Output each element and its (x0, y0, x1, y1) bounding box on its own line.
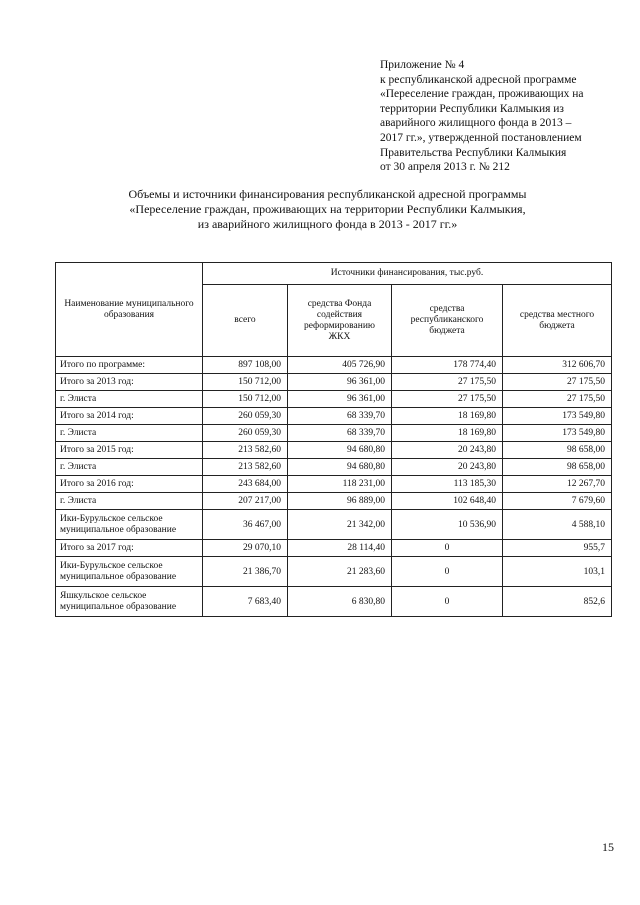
table-row (56, 374, 612, 391)
table-row (56, 459, 612, 476)
appendix-note (380, 58, 625, 175)
table-row (56, 557, 612, 587)
cell-name: Ики-Бурульское сельское муниципальное образование (56, 510, 203, 540)
cell-fund: 21 283,60 (288, 557, 392, 587)
cell-local: 312 606,70 (503, 357, 612, 374)
cell-local: 955,7 (503, 540, 612, 557)
cell-total: 897 108,00 (203, 357, 288, 374)
appendix-line: территории Республики Калмыкия из (380, 102, 564, 115)
cell-fund: 405 726,90 (288, 357, 392, 374)
header-fund: средства Фонда содействия реформированию ЖКХ (288, 285, 392, 357)
appendix-line: 2017 гг.», утвержденной постановлением (380, 131, 582, 144)
cell-fund: 21 342,00 (288, 510, 392, 540)
appendix-line: от 30 апреля 2013 г. № 212 (380, 161, 510, 174)
cell-fund: 68 339,70 (288, 425, 392, 442)
cell-fund: 94 680,80 (288, 442, 392, 459)
cell-republic: 20 243,80 (392, 459, 503, 476)
cell-local: 173 549,80 (503, 425, 612, 442)
cell-total: 21 386,70 (203, 557, 288, 587)
cell-name: г. Элиста (56, 459, 203, 476)
cell-name: Яшкульское сельское муниципальное образование (56, 587, 203, 617)
cell-total: 29 070,10 (203, 540, 288, 557)
cell-total: 207 217,00 (203, 493, 288, 510)
table-row (56, 442, 612, 459)
table-row (56, 510, 612, 540)
cell-fund: 118 231,00 (288, 476, 392, 493)
cell-name: Итого по программе: (56, 357, 203, 374)
cell-local: 12 267,70 (503, 476, 612, 493)
cell-fund: 6 830,80 (288, 587, 392, 617)
cell-republic: 10 536,90 (392, 510, 503, 540)
appendix-line: Правительства Республики Калмыкия (380, 146, 567, 159)
table-row (56, 493, 612, 510)
cell-name: Итого за 2016 год: (56, 476, 203, 493)
header-republic: средства республиканского бюджета (392, 285, 503, 357)
cell-republic: 102 648,40 (392, 493, 503, 510)
title-line: из аварийного жилищного фонда в 2013 - 2017 гг.» (197, 217, 458, 231)
cell-name: Ики-Бурульское сельское муниципальное образование (56, 557, 203, 587)
cell-republic: 0 (392, 540, 503, 557)
document-title (60, 187, 595, 232)
cell-fund: 94 680,80 (288, 459, 392, 476)
title-line: Объемы и источники финансирования республиканской адресной программы (128, 187, 527, 201)
header-sources: Источники финансирования, тыс.руб. (203, 263, 612, 285)
header-total: всего (203, 285, 288, 357)
table-row (56, 425, 612, 442)
table-row (56, 408, 612, 425)
cell-total: 150 712,00 (203, 374, 288, 391)
cell-fund: 28 114,40 (288, 540, 392, 557)
title-line: «Переселение граждан, проживающих на территории Республики Калмыкия, (129, 202, 526, 216)
appendix-line: к республиканской адресной программе (380, 73, 577, 86)
table-row (56, 540, 612, 557)
header-name: Наименование муниципального образования (56, 263, 203, 357)
table-row (56, 391, 612, 408)
appendix-line: «Переселение граждан, проживающих на (380, 88, 584, 101)
cell-total: 36 467,00 (203, 510, 288, 540)
cell-republic: 27 175,50 (392, 391, 503, 408)
cell-republic: 0 (392, 587, 503, 617)
cell-republic: 18 169,80 (392, 425, 503, 442)
cell-local: 7 679,60 (503, 493, 612, 510)
cell-total: 213 582,60 (203, 459, 288, 476)
cell-total: 7 683,40 (203, 587, 288, 617)
table-row (56, 476, 612, 493)
cell-local: 103,1 (503, 557, 612, 587)
cell-fund: 96 889,00 (288, 493, 392, 510)
cell-name: Итого за 2014 год: (56, 408, 203, 425)
cell-local: 27 175,50 (503, 374, 612, 391)
cell-total: 150 712,00 (203, 391, 288, 408)
cell-name: г. Элиста (56, 493, 203, 510)
cell-total: 260 059,30 (203, 425, 288, 442)
cell-republic: 178 774,40 (392, 357, 503, 374)
cell-republic: 113 185,30 (392, 476, 503, 493)
cell-name: г. Элиста (56, 391, 203, 408)
cell-republic: 20 243,80 (392, 442, 503, 459)
cell-name: Итого за 2017 год: (56, 540, 203, 557)
cell-total: 260 059,30 (203, 408, 288, 425)
cell-name: Итого за 2013 год: (56, 374, 203, 391)
cell-republic: 27 175,50 (392, 374, 503, 391)
appendix-line: Приложение № 4 (380, 59, 465, 71)
cell-local: 98 658,00 (503, 459, 612, 476)
table-row (56, 587, 612, 617)
cell-total: 213 582,60 (203, 442, 288, 459)
financing-table (55, 262, 612, 617)
cell-local: 4 588,10 (503, 510, 612, 540)
cell-fund: 96 361,00 (288, 374, 392, 391)
appendix-line: аварийного жилищного фонда в 2013 – (380, 117, 572, 130)
cell-name: г. Элиста (56, 425, 203, 442)
cell-republic: 0 (392, 557, 503, 587)
cell-local: 173 549,80 (503, 408, 612, 425)
table-row (56, 357, 612, 374)
header-local: средства местного бюджета (503, 285, 612, 357)
cell-local: 27 175,50 (503, 391, 612, 408)
page-number: 15 (602, 840, 614, 854)
cell-name: Итого за 2015 год: (56, 442, 203, 459)
cell-total: 243 684,00 (203, 476, 288, 493)
cell-fund: 68 339,70 (288, 408, 392, 425)
cell-local: 852,6 (503, 587, 612, 617)
cell-local: 98 658,00 (503, 442, 612, 459)
cell-republic: 18 169,80 (392, 408, 503, 425)
cell-fund: 96 361,00 (288, 391, 392, 408)
